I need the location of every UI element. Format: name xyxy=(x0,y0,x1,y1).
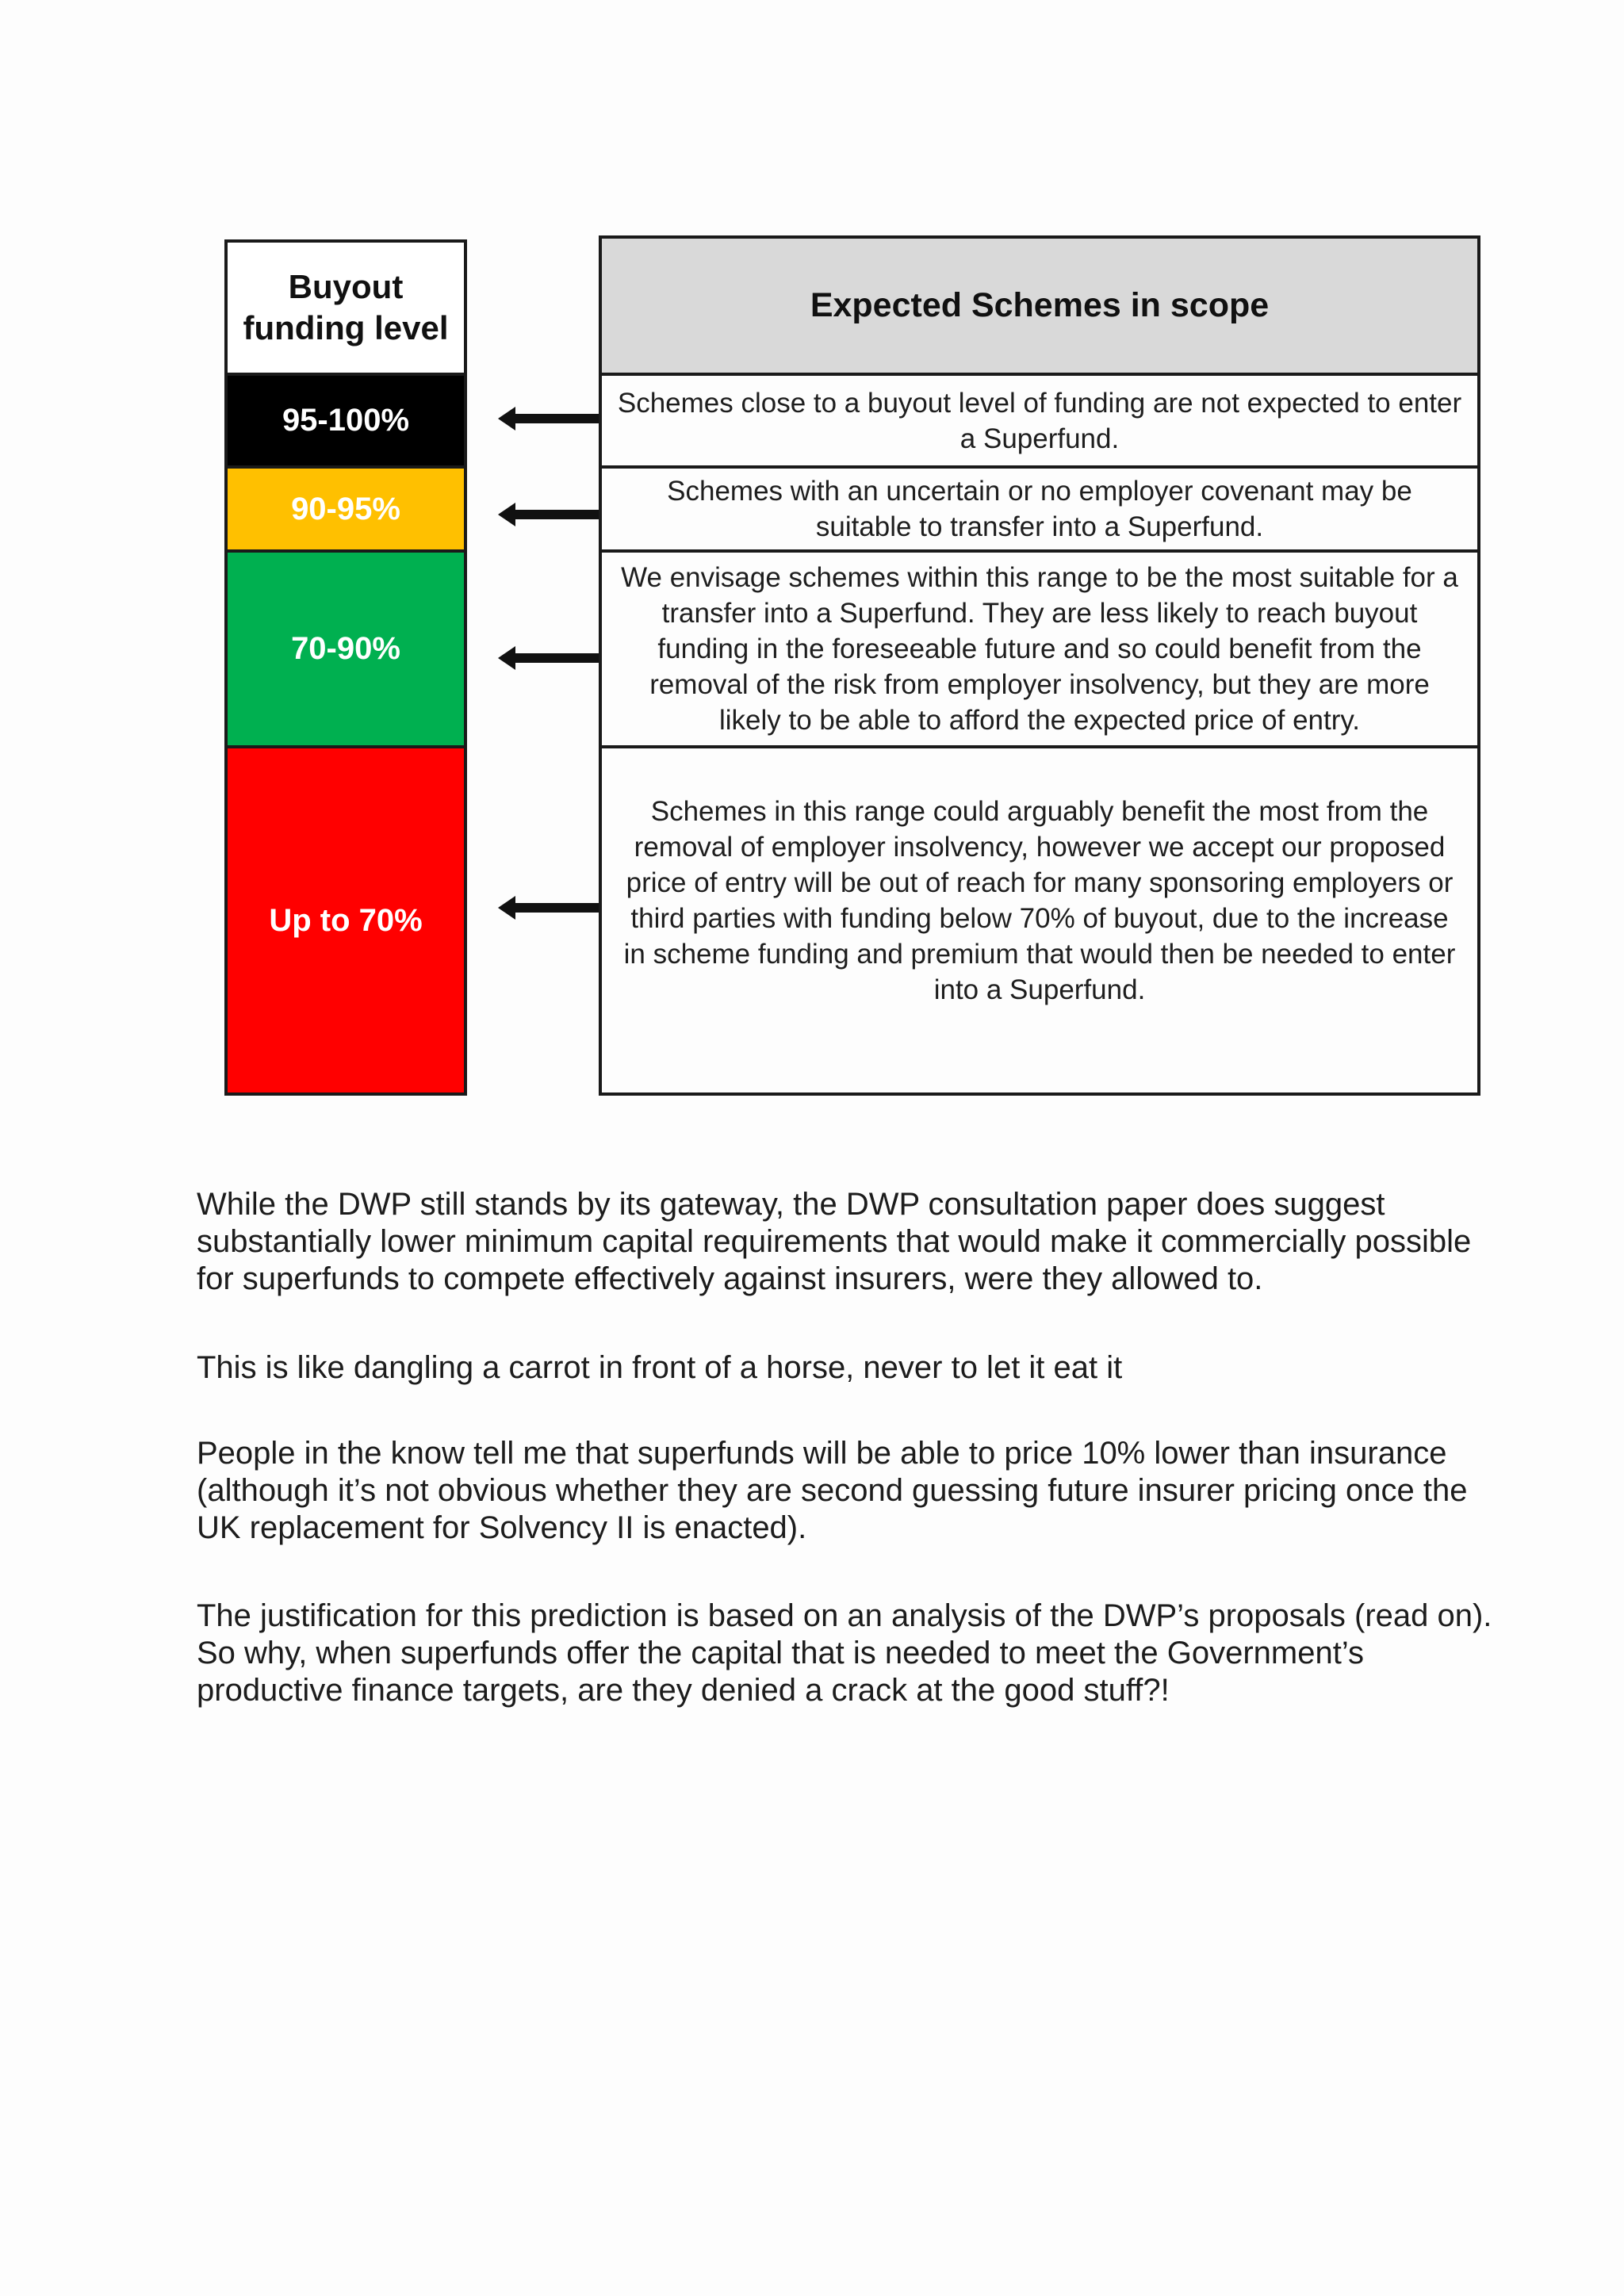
funding-band-95-100: 95-100% xyxy=(228,373,464,465)
schemes-column xyxy=(599,235,1480,1096)
scheme-description-70-90: We envisage schemes within this range to be the most suitable for a transfer into a Superfund. They are less likely to reach buyout funding in the foreseeable future and so could benefit from the removal of the risk from employer insolvency, but they are more likely to be able to afford the expected price of entry. xyxy=(602,549,1477,745)
scheme-description-up-to-70: Schemes in this range could arguably benefit the most from the removal of employer insolvency, however we accept our proposed price of entry will be out of reach for many sponsoring employers or third parties with funding below 70% of buyout, due to the increase in scheme funding and premium that would then be needed to enter into a Superfund. xyxy=(602,745,1477,1093)
funding-band-70-90: 70-90% xyxy=(228,549,464,745)
scheme-description-95-100: Schemes close to a buyout level of funding are not expected to enter a Superfund. xyxy=(602,373,1477,465)
left-arrow-icon xyxy=(498,894,601,921)
funding-band-90-95: 90-95% xyxy=(228,465,464,549)
body-paragraph: People in the know tell me that superfunds will be able to price 10% lower than insurance (although it’s not obvious whether they are second guessing future insurer pricing once the UK replacement for Solvency II is enacted). xyxy=(197,1436,1468,1545)
funding-level-header: Buyout funding level xyxy=(228,243,464,373)
body-paragraph: The justification for this prediction is based on an analysis of the DWP’s proposals (read on). So why, when superfunds offer the capital that is needed to meet the Government’s productive finance targets, are they denied a crack at the good stuff?! xyxy=(197,1598,1492,1708)
body-paragraph: While the DWP still stands by its gateway, the DWP consultation paper does suggest substantially lower minimum capital requirements that would make it commercially possible for superfunds to compete effectively against insurers, were they allowed to. xyxy=(197,1187,1472,1296)
left-arrow-icon xyxy=(498,405,601,432)
schemes-header: Expected Schemes in scope xyxy=(602,239,1477,373)
body-paragraph: This is like dangling a carrot in front of a horse, never to let it eat it xyxy=(197,1350,1123,1385)
funding-band-up-to-70: Up to 70% xyxy=(228,745,464,1093)
left-arrow-icon xyxy=(498,501,601,528)
funding-level-column xyxy=(224,239,467,1096)
left-arrow-icon xyxy=(498,645,601,672)
scheme-description-90-95: Schemes with an uncertain or no employer covenant may be suitable to transfer into a Superfund. xyxy=(602,465,1477,549)
